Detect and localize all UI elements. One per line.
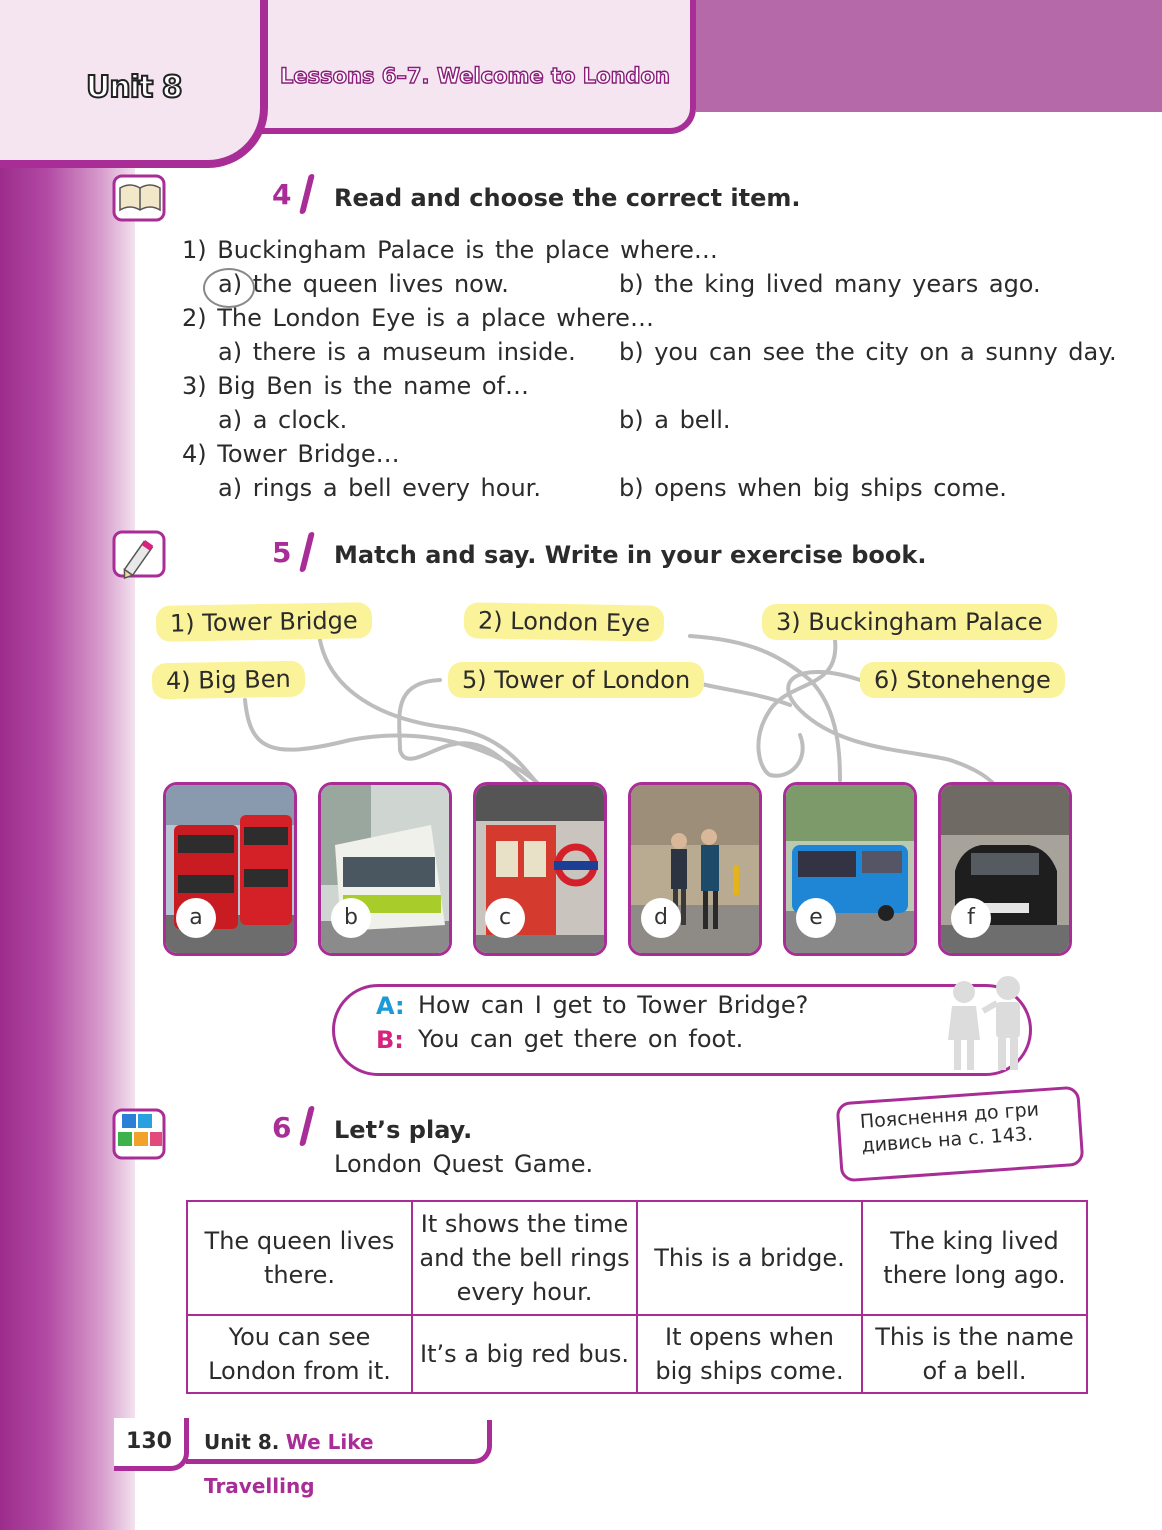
- game-note-box: [836, 1086, 1085, 1183]
- quest-game-table: [186, 1200, 1088, 1394]
- photo-letter-e: e: [796, 898, 836, 938]
- footer-unit-title: [186, 1420, 492, 1498]
- answer-2a[interactable]: a) there is a museum inside.: [218, 338, 576, 366]
- question-4: 4) Tower Bridge…: [182, 440, 400, 468]
- answer-3a[interactable]: a) a clock.: [218, 406, 348, 434]
- speaker-a-text: How can I get to Tower Bridge?: [418, 991, 809, 1019]
- photo-letter-f: f: [951, 898, 991, 938]
- left-decorative-band: [0, 0, 135, 1530]
- header-bar: [696, 0, 1162, 112]
- exercise-4-instruction: Read and choose the correct item.: [334, 184, 801, 212]
- table-row: [187, 1315, 1087, 1393]
- page-number: 130: [114, 1418, 189, 1471]
- children-silhouette-icon: [938, 974, 1034, 1078]
- question-3: 3) Big Ben is the name of…: [182, 372, 529, 400]
- speaker-b-text: You can get there on foot.: [418, 1025, 744, 1053]
- table-cell[interactable]: This is the name of a bell.: [862, 1315, 1087, 1393]
- answer-circle-mark: [203, 268, 255, 308]
- game-note-line-1: Пояснення до гри: [859, 1098, 1040, 1133]
- exercise-5-slash: [299, 532, 315, 572]
- place-buckingham-palace[interactable]: 3) Buckingham Palace: [762, 604, 1057, 640]
- place-tower-bridge[interactable]: 1) Tower Bridge: [156, 602, 372, 642]
- table-cell[interactable]: It shows the time and the bell rings every hour.: [412, 1201, 637, 1315]
- exercise-5-instruction: Match and say. Write in your exercise book.: [334, 541, 927, 569]
- exercise-5-number: 5: [272, 536, 292, 569]
- speaker-b-label: B:: [376, 1026, 404, 1054]
- speaker-a-label: A:: [376, 992, 405, 1020]
- answer-2b[interactable]: b) you can see the city on a sunny day.: [619, 338, 1117, 366]
- place-stonehenge[interactable]: 6) Stonehenge: [860, 662, 1065, 698]
- photo-letter-d: d: [641, 898, 681, 938]
- exercise-6-subtitle: London Quest Game.: [334, 1150, 594, 1178]
- game-note-line-2: дивись на с. 143.: [860, 1122, 1034, 1157]
- table-cell[interactable]: The queen lives there.: [187, 1201, 412, 1315]
- table-cell[interactable]: It opens when big ships come.: [637, 1315, 862, 1393]
- photo-letter-b: b: [331, 898, 371, 938]
- exercise-6-number: 6: [272, 1111, 292, 1144]
- photo-letter-a: a: [176, 898, 216, 938]
- line-london-eye: [690, 636, 840, 780]
- unit-label: Unit 8: [86, 70, 182, 105]
- place-big-ben[interactable]: 4) Big Ben: [152, 661, 305, 700]
- answer-1b[interactable]: b) the king lived many years ago.: [619, 270, 1041, 298]
- pencil-icon: [112, 528, 164, 576]
- exercise-4-slash: [299, 174, 315, 214]
- table-row: [187, 1201, 1087, 1315]
- open-book-icon: [112, 172, 164, 220]
- answer-4a[interactable]: a) rings a bell every hour.: [218, 474, 541, 502]
- place-tower-of-london[interactable]: 5) Tower of London: [448, 662, 704, 698]
- lesson-title: Lessons 6–7. Welcome to London: [280, 64, 670, 88]
- question-2: 2) The London Eye is a place where…: [182, 304, 654, 332]
- answer-1a[interactable]: a) the queen lives now.: [218, 270, 509, 298]
- table-cell[interactable]: This is a bridge.: [637, 1201, 862, 1315]
- table-cell[interactable]: You can see London from it.: [187, 1315, 412, 1393]
- footer-unit: Unit 8.: [204, 1430, 280, 1454]
- table-cell[interactable]: The king lived there long ago.: [862, 1201, 1087, 1315]
- table-cell[interactable]: It’s a big red bus.: [412, 1315, 637, 1393]
- answer-4b[interactable]: b) opens when big ships come.: [619, 474, 1007, 502]
- exercise-6-slash: [299, 1106, 315, 1146]
- blocks-icon: [112, 1106, 164, 1154]
- footer-title: We Like Travelling: [204, 1430, 374, 1498]
- answer-3b[interactable]: b) a bell.: [619, 406, 731, 434]
- photo-letter-c: c: [485, 898, 525, 938]
- exercise-4-number: 4: [272, 178, 292, 211]
- exercise-6-instruction: Let’s play.: [334, 1116, 473, 1144]
- question-1: 1) Buckingham Palace is the place where…: [182, 236, 718, 264]
- place-london-eye[interactable]: 2) London Eye: [464, 602, 665, 641]
